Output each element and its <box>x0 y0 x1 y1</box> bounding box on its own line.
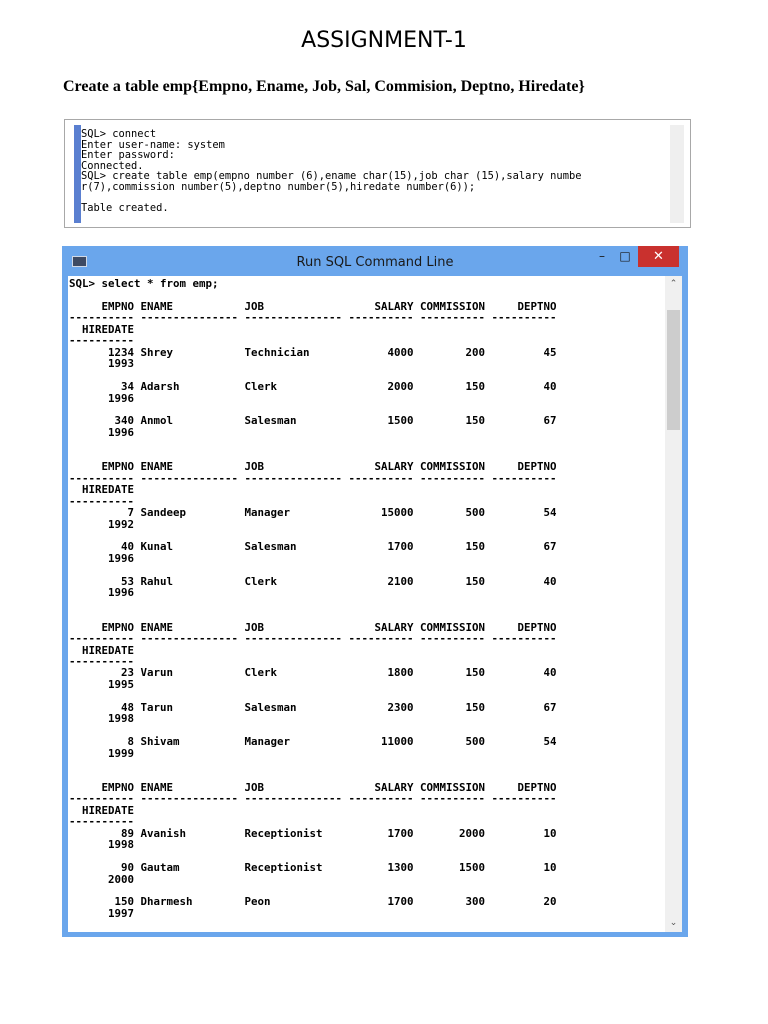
snippet-line: Table created. <box>81 202 169 215</box>
table-row: 1234 Shrey Technician 4000 200 45 <box>108 345 557 359</box>
console-snippet-text <box>81 129 581 214</box>
table-row-hiredate: 2000 <box>108 872 135 886</box>
snippet-line: Connected. <box>81 159 144 172</box>
snippet-line: Enter password: <box>81 149 175 162</box>
document-heading: Create a table emp{Empno, Ename, Job, Sal, Commision, Deptno, Hiredate} <box>63 78 585 95</box>
query-output <box>69 278 557 931</box>
scroll-up-arrow-icon[interactable]: ⌃ <box>669 279 678 289</box>
table-row-hiredate: 1996 <box>108 391 135 405</box>
table-row-hiredate: 1999 <box>108 746 135 760</box>
snippet-line: r(7),commission number(5),deptno number(5),hiredate number(6)); <box>81 180 476 193</box>
table-header-underline: ---------- <box>69 654 135 668</box>
table-row: 340 Anmol Salesman 1500 150 67 <box>114 414 557 428</box>
table-row: 7 Sandeep Manager 15000 500 54 <box>127 506 557 520</box>
table-header-line: HIREDATE <box>82 643 135 657</box>
table-header-line: HIREDATE <box>82 322 135 336</box>
table-header-underline: ---------- <box>69 494 135 508</box>
table-header-line: HIREDATE <box>82 803 135 817</box>
table-row-hiredate: 1996 <box>108 586 135 600</box>
close-button[interactable]: ✕ <box>638 246 679 267</box>
table-row: 8 Shivam Manager 11000 500 54 <box>127 735 557 749</box>
scrollbar-thumb[interactable] <box>667 310 680 430</box>
table-row: 48 Tarun Salesman 2300 150 67 <box>121 700 557 714</box>
table-header-line: HIREDATE <box>82 483 135 497</box>
table-row-hiredate: 1992 <box>108 517 135 531</box>
console-snippet-scrollbar <box>670 125 684 223</box>
table-header-line: EMPNO ENAME JOB SALARY COMMISSION DEPTNO <box>101 299 557 313</box>
sql-prompt-line: SQL> select * from emp; <box>69 277 219 290</box>
table-row-hiredate: 1993 <box>108 357 135 371</box>
maximize-button[interactable]: □ <box>619 249 631 263</box>
table-row-hiredate: 1996 <box>108 551 135 565</box>
snippet-line: Enter user-name: system <box>81 138 225 151</box>
table-row-hiredate: 1998 <box>108 712 135 726</box>
table-row: 34 Adarsh Clerk 2000 150 40 <box>121 380 557 394</box>
table-header-underline: ---------- --------------- --------------- ---------- ---------- ---------- <box>69 792 557 806</box>
table-header-line: EMPNO ENAME JOB SALARY COMMISSION DEPTNO <box>101 460 557 474</box>
table-row: 89 Avanish Receptionist 1700 2000 10 <box>121 826 557 840</box>
table-row-hiredate: 1998 <box>108 838 135 852</box>
table-row-hiredate: 1997 <box>108 906 135 920</box>
vertical-scrollbar[interactable] <box>665 276 682 932</box>
table-header-underline: ---------- --------------- --------------- ---------- ---------- ---------- <box>69 471 557 485</box>
table-header-line: EMPNO ENAME JOB SALARY COMMISSION DEPTNO <box>101 780 557 794</box>
window-titlebar[interactable] <box>62 246 688 276</box>
table-row-hiredate: 1996 <box>108 425 135 439</box>
table-header-underline: ---------- <box>69 815 135 829</box>
table-row: 23 Varun Clerk 1800 150 40 <box>121 666 557 680</box>
table-row-hiredate: 1995 <box>108 677 135 691</box>
console-snippet-screenshot <box>64 119 691 228</box>
table-row: 90 Gautam Receptionist 1300 1500 10 <box>121 861 557 875</box>
table-header-underline: ---------- --------------- --------------- ---------- ---------- ---------- <box>69 632 557 646</box>
scroll-down-arrow-icon[interactable]: ⌄ <box>669 918 678 928</box>
sql-command-window <box>62 246 688 937</box>
table-header-line: EMPNO ENAME JOB SALARY COMMISSION DEPTNO <box>101 620 557 634</box>
snippet-line: SQL> connect <box>81 128 157 140</box>
table-row: 150 Dharmesh Peon 1700 300 20 <box>114 895 557 909</box>
minimize-button[interactable]: – <box>599 249 605 263</box>
document-title: ASSIGNMENT-1 <box>301 28 467 53</box>
table-row: 40 Kunal Salesman 1700 150 67 <box>121 540 557 554</box>
window-title: Run SQL Command Line <box>296 255 454 270</box>
console-caret-bar <box>74 125 81 223</box>
table-header-underline: ---------- <box>69 334 135 348</box>
snippet-line: SQL> create table emp(empno number (6),ename char(15),job char (15),salary numbe <box>81 170 582 183</box>
console-output-area[interactable] <box>68 276 682 932</box>
table-header-underline: ---------- --------------- --------------- ---------- ---------- ---------- <box>69 311 557 325</box>
table-row: 53 Rahul Clerk 2100 150 40 <box>121 574 557 588</box>
